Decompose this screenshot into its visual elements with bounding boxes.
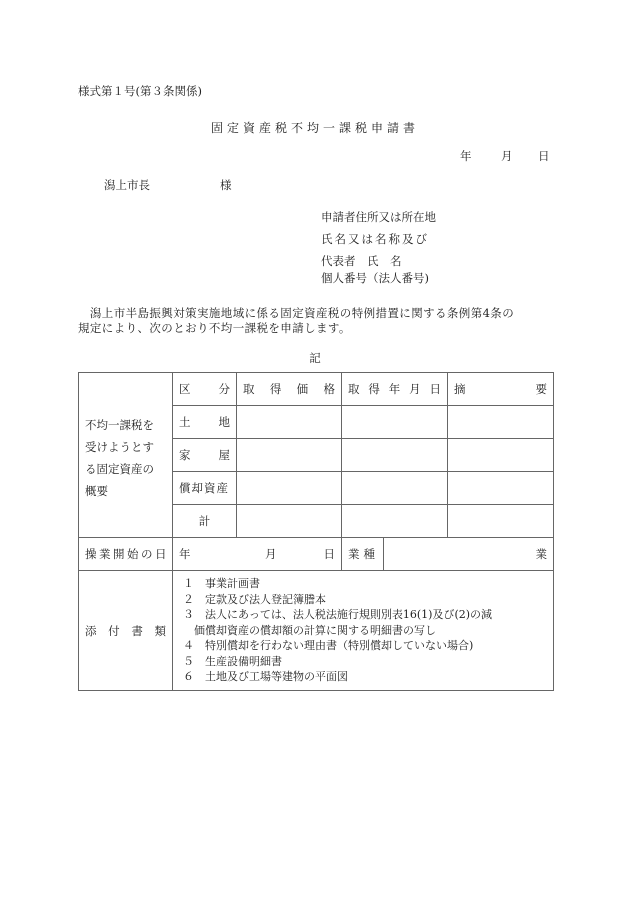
header-text: 年 [388, 382, 401, 396]
applicant-name-label: 氏名又は名称及び [321, 232, 429, 246]
start-date-day: 日 [323, 547, 335, 561]
category-text: 土 [179, 415, 191, 429]
price-cell[interactable] [237, 439, 342, 472]
category-total: 計 [173, 505, 237, 538]
page-title: 固定資産税不均一課税申請書 [210, 121, 419, 135]
attachments-label-text: 類 [154, 623, 166, 638]
form-number: 様式第１号(第３条関係) [78, 84, 202, 98]
date-month: 月 [501, 149, 513, 163]
category-text: 屋 [218, 448, 230, 462]
header-text: 分 [218, 382, 230, 396]
attachment-item: １ 事業計画書 [183, 577, 260, 591]
header-text: 月 [409, 382, 421, 396]
header-text: 取 [243, 382, 255, 396]
header-price [237, 373, 342, 406]
start-date-month: 月 [265, 547, 277, 561]
industry-value[interactable] [384, 538, 554, 571]
header-text: 得 [368, 382, 380, 396]
addressee-honorific: 様 [220, 178, 232, 192]
attachment-item: ３ 法人にあっては、法人税法施行規則別表16(1)及び(2)の減 [183, 608, 493, 622]
summary-line: る固定資産の [85, 462, 154, 476]
body-text-line-1: 潟上市半島振興対策実施地域に係る固定資産税の特例措置に関する条例第4条の [78, 306, 515, 320]
attachments-label-text: 書 [131, 623, 143, 638]
header-date [342, 373, 448, 406]
industry-suffix: 業 [535, 547, 547, 561]
category-building [173, 439, 237, 472]
category-depreciable: 償却資産 [173, 472, 237, 505]
attachments-label-text: 添 [85, 623, 97, 638]
header-text: 得 [269, 382, 282, 396]
date-day: 日 [538, 149, 550, 163]
remarks-cell[interactable] [448, 472, 554, 505]
header-text: 日 [429, 382, 441, 396]
applicant-number-label: 個人番号（法人番号) [321, 271, 429, 285]
category-land [173, 406, 237, 439]
header-text: 格 [323, 382, 335, 396]
summary-line: 受けようとす [85, 440, 154, 454]
date-cell[interactable] [342, 406, 448, 439]
header-text: 要 [535, 382, 547, 396]
applicant-rep-label: 代表者 氏 名 [321, 254, 402, 268]
attachments-label [79, 571, 173, 691]
category-text: 地 [218, 415, 230, 429]
header-text: 区 [179, 382, 191, 396]
start-date-label: 操業開始の日 [79, 538, 173, 571]
summary-label [79, 373, 173, 538]
price-cell[interactable] [237, 505, 342, 538]
header-category [173, 373, 237, 406]
attachment-item: ２ 定款及び法人登記簿謄本 [183, 592, 326, 606]
start-date-row [79, 538, 554, 571]
ki-heading: 記 [309, 351, 321, 365]
table-header-row [79, 373, 554, 406]
header-text: 摘 [454, 382, 466, 396]
summary-line: 概要 [85, 484, 108, 498]
header-text: 価 [296, 382, 309, 396]
asset-table [78, 372, 554, 691]
header-remarks [448, 373, 554, 406]
summary-line: 不均一課税を [85, 418, 154, 432]
attachments-label-text: 付 [108, 623, 120, 638]
date-year: 年 [460, 149, 472, 163]
date-cell[interactable] [342, 505, 448, 538]
applicant-address-label: 申請者住所又は所在地 [321, 210, 436, 224]
attachments-list [173, 571, 554, 691]
remarks-cell[interactable] [448, 406, 554, 439]
category-text: 家 [179, 448, 191, 462]
remarks-cell[interactable] [448, 505, 554, 538]
price-cell[interactable] [237, 406, 342, 439]
start-date-value[interactable] [173, 538, 342, 571]
industry-label: 業種 [342, 538, 384, 571]
body-text-line-2: 規定により、次のとおり不均一課税を申請します。 [78, 321, 351, 335]
attachment-item: ５ 生産設備明細書 [183, 654, 282, 668]
start-date-year: 年 [179, 547, 191, 561]
remarks-cell[interactable] [448, 439, 554, 472]
attachment-item: ６ 土地及び工場等建物の平面図 [183, 670, 348, 684]
price-cell[interactable] [237, 472, 342, 505]
addressee-name: 潟上市長 [104, 178, 150, 192]
attachment-item: ４ 特別償却を行わない理由書（特別償却していない場合) [183, 639, 474, 653]
date-cell[interactable] [342, 439, 448, 472]
date-cell[interactable] [342, 472, 448, 505]
attachment-item: 価償却資産の償却額の計算に関する明細書の写し [183, 623, 436, 637]
attachments-row [79, 571, 554, 691]
header-text: 取 [348, 382, 360, 396]
